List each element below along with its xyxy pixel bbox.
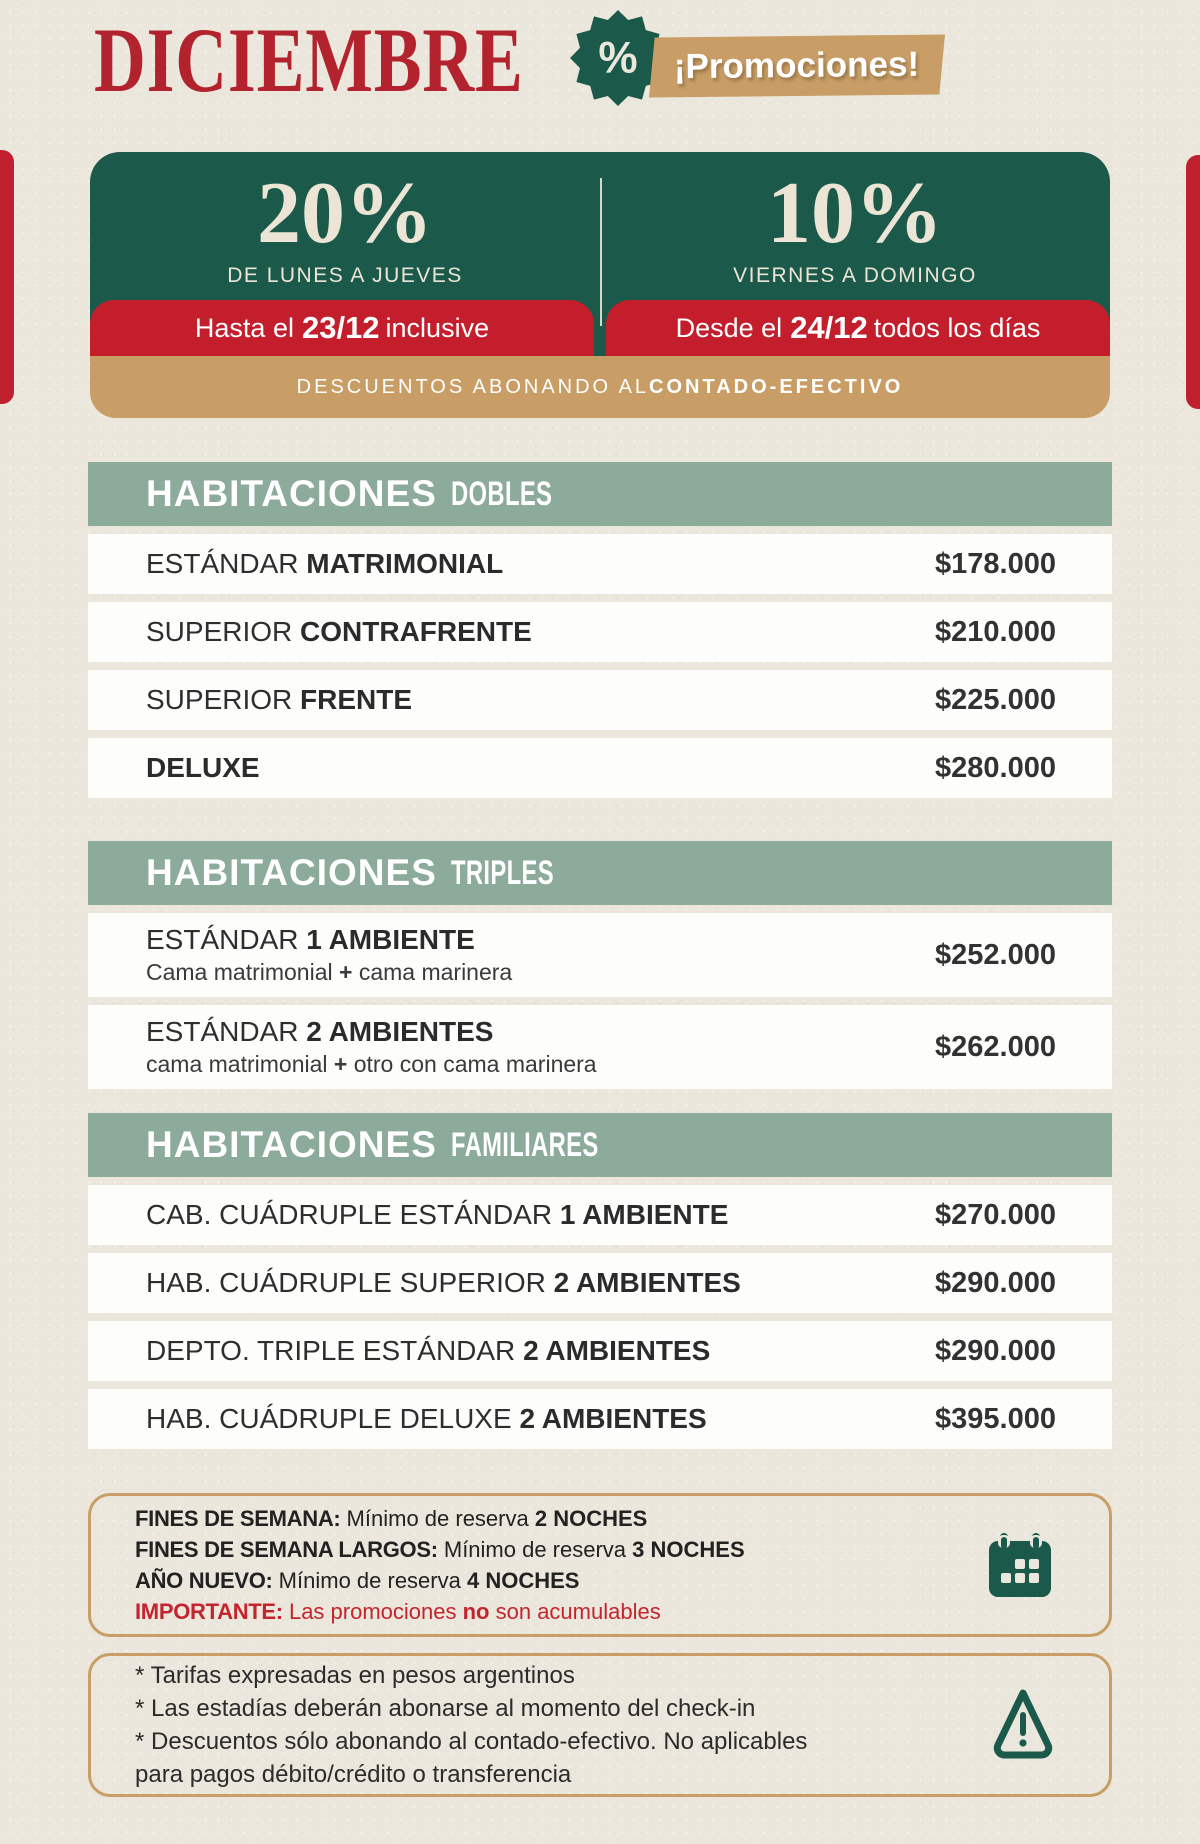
ribbon-until-date-value: 23/12 <box>301 310 380 345</box>
room-name-bold: 1 AMBIENTE <box>306 924 475 955</box>
room-name-bold: CONTRAFRENTE <box>300 616 532 647</box>
room-name-bold: FRENTE <box>300 684 413 715</box>
room-name <box>146 616 532 648</box>
section-header-familiares <box>88 1113 1112 1177</box>
important-text: son acumulables <box>489 1599 661 1624</box>
rule-nights: 3 NOCHES <box>632 1537 745 1562</box>
note-line: * Tarifas expresadas en pesos argentinos <box>135 1662 575 1689</box>
section-subtitle: FAMILIARES <box>450 1125 599 1164</box>
table-row <box>88 1389 1112 1449</box>
room-name <box>146 684 412 716</box>
table-row <box>88 1005 1112 1089</box>
note-line: * Las estadías deberán abonarse al momento del check-in <box>135 1695 756 1722</box>
room-name <box>146 1403 707 1435</box>
room-name-bold: 1 AMBIENTE <box>559 1199 729 1230</box>
payment-note-bold: CONTADO-EFECTIVO <box>649 375 904 398</box>
table-row <box>88 670 1112 730</box>
rule-line <box>135 1503 745 1534</box>
rule-label: FINES DE SEMANA: <box>135 1506 341 1531</box>
room-price: $290.000 <box>935 1334 1056 1367</box>
room-name <box>146 752 260 784</box>
rule-nights: 2 NOCHES <box>534 1506 648 1531</box>
room-name-regular: ESTÁNDAR <box>146 924 307 955</box>
section-habitaciones-familiares <box>88 1113 1112 1449</box>
room-price: $252.000 <box>935 938 1056 971</box>
room-price: $290.000 <box>935 1266 1056 1299</box>
room-sub-pre: Cama matrimonial <box>146 959 339 985</box>
table-row <box>88 913 1112 997</box>
table-row <box>88 1321 1112 1381</box>
plus-sign: + <box>339 959 353 985</box>
room-name-regular: CAB. CUÁDRUPLE ESTÁNDAR <box>146 1199 560 1230</box>
room-name <box>146 1199 728 1231</box>
right-edge-ribbon-tail <box>1186 155 1200 409</box>
room-sub-post: otro con cama marinera <box>347 1051 597 1077</box>
table-row <box>88 738 1112 798</box>
section-title: HABITACIONES <box>146 852 437 893</box>
section-title: HABITACIONES <box>146 1124 437 1165</box>
room-name <box>146 548 503 580</box>
important-line <box>135 1596 745 1627</box>
ribbon-until-prefix: Hasta el <box>194 312 294 343</box>
section-header-dobles <box>88 462 1112 526</box>
tariff-notes-box <box>88 1653 1112 1797</box>
room-description <box>146 959 512 986</box>
room-price: $395.000 <box>935 1402 1056 1435</box>
promotions-badge-label: ¡Promociones! <box>674 44 920 87</box>
ribbon-until-date <box>90 300 594 356</box>
room-price: $270.000 <box>935 1198 1056 1231</box>
ribbon-until-suffix: inclusive <box>385 312 490 343</box>
room-sub-post: cama marinera <box>352 959 513 985</box>
weekend-days: VIERNES A DOMINGO <box>733 264 977 288</box>
room-description <box>146 1051 597 1078</box>
room-name-bold: 2 AMBIENTES <box>553 1267 741 1298</box>
promo-divider <box>600 178 602 326</box>
left-edge-ribbon-tail <box>0 150 14 404</box>
important-text: Las promociones <box>282 1599 463 1624</box>
table-row <box>88 534 1112 594</box>
room-name <box>146 924 512 956</box>
room-name-regular: ESTÁNDAR <box>146 1016 307 1047</box>
note-line: para pagos débito/crédito o transferencia <box>135 1761 572 1788</box>
rule-line <box>135 1534 745 1565</box>
section-subtitle: TRIPLES <box>450 853 554 892</box>
note-line: * Descuentos sólo abonando al contado-efectivo. No aplicables <box>135 1728 808 1755</box>
plus-sign: + <box>333 1051 348 1077</box>
tariff-notes-text <box>135 1659 807 1791</box>
section-habitaciones-triples <box>88 841 1112 1089</box>
section-subtitle: DOBLES <box>450 474 553 513</box>
weekday-days: DE LUNES A JUEVES <box>227 264 463 288</box>
ribbon-from-suffix: todos los días <box>873 312 1041 343</box>
page-title: DICIEMBRE <box>94 9 524 111</box>
room-price: $210.000 <box>935 615 1056 648</box>
room-price: $280.000 <box>935 751 1056 784</box>
room-name <box>146 1267 741 1299</box>
rule-nights: 4 NOCHES <box>466 1568 580 1593</box>
ribbon-from-date <box>606 300 1110 356</box>
room-name <box>146 1335 710 1367</box>
room-name-regular: DEPTO. TRIPLE ESTÁNDAR <box>146 1335 524 1366</box>
room-price: $262.000 <box>935 1030 1056 1063</box>
important-label: IMPORTANTE: <box>135 1599 283 1624</box>
room-name-regular: HAB. CUÁDRUPLE DELUXE <box>146 1403 520 1434</box>
room-name-bold: DELUXE <box>146 752 260 783</box>
table-row <box>88 1185 1112 1245</box>
rule-text: Mínimo de reserva <box>437 1537 633 1562</box>
percent-sign: % <box>598 33 638 83</box>
rule-line <box>135 1565 745 1596</box>
table-row <box>88 1253 1112 1313</box>
rule-label: FINES DE SEMANA LARGOS: <box>135 1537 438 1562</box>
room-name-regular: HAB. CUÁDRUPLE SUPERIOR <box>146 1267 554 1298</box>
room-name-regular: SUPERIOR <box>146 616 301 647</box>
room-name-bold: MATRIMONIAL <box>306 548 504 579</box>
room-name-bold: 2 AMBIENTES <box>519 1403 707 1434</box>
section-header-triples <box>88 841 1112 905</box>
rule-text: Mínimo de reserva <box>340 1506 535 1531</box>
room-sub-pre: cama matrimonial <box>146 1051 334 1077</box>
rule-label: AÑO NUEVO: <box>135 1568 273 1593</box>
weekday-percent: 20% <box>257 165 433 262</box>
room-name-bold: 2 AMBIENTES <box>523 1335 711 1366</box>
payment-note-bar <box>90 356 1110 418</box>
room-price: $178.000 <box>935 547 1056 580</box>
section-habitaciones-dobles <box>88 462 1112 798</box>
room-price: $225.000 <box>935 683 1056 716</box>
room-name-regular: SUPERIOR <box>146 684 301 715</box>
room-name-regular: ESTÁNDAR <box>146 548 307 579</box>
room-name <box>146 1016 597 1048</box>
calendar-icon <box>983 1528 1057 1602</box>
promotions-badge <box>649 34 945 97</box>
section-title: HABITACIONES <box>146 473 437 514</box>
reservation-rules-text <box>135 1503 745 1627</box>
payment-note-text: DESCUENTOS ABONANDO AL <box>296 375 650 398</box>
ribbon-from-date-value: 24/12 <box>790 310 868 345</box>
rule-text: Mínimo de reserva <box>272 1568 467 1593</box>
table-row <box>88 602 1112 662</box>
ribbon-from-prefix: Desde el <box>675 312 783 343</box>
important-no: no <box>462 1599 490 1624</box>
reservation-rules-box <box>88 1493 1112 1637</box>
room-name-bold: 2 AMBIENTES <box>306 1016 494 1047</box>
warning-icon <box>989 1685 1057 1765</box>
weekend-percent: 10% <box>767 165 943 262</box>
